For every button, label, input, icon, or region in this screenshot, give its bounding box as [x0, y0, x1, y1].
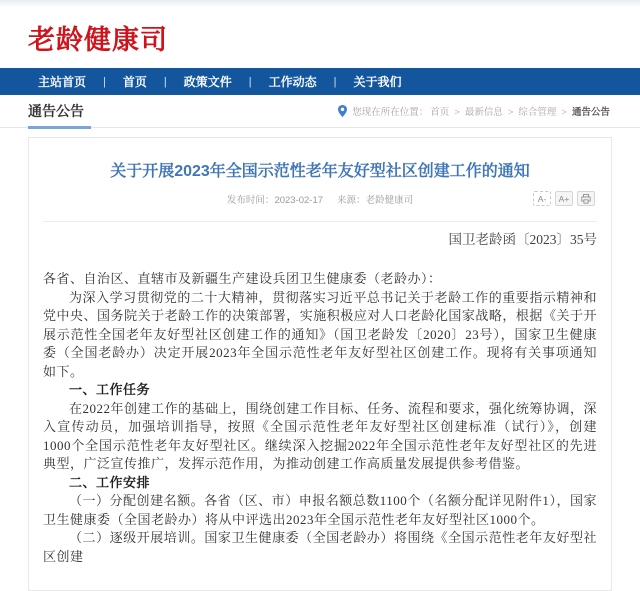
article-paragraph: 在2022年创建工作的基础上，围绕创建工作目标、任务、流程和要求，强化统筹协调，深入宣传动员，加强培训指导，按照《全国示范性老年友好型社区创建标准（试行）》，创建1000个全国示范性老年友好型社区。继续深入挖掘2022年全国示范性老年友好型社区的先进典型，广泛宣传推广，发挥示范作用，为推动创建工作高质量发展提供参考借鉴。: [43, 400, 597, 471]
nav-separator: |: [248, 75, 252, 88]
article-card: [28, 137, 612, 591]
nav-separator: |: [333, 75, 337, 88]
section-title: 通告公告: [28, 95, 84, 128]
meta-divider: [43, 221, 597, 222]
nav-item-3[interactable]: 政策文件: [183, 75, 232, 89]
font-larger-button[interactable]: A+: [555, 191, 573, 206]
location-pin-icon: [338, 105, 347, 117]
nav-item-5[interactable]: 关于我们: [353, 75, 402, 89]
article-heading: 二、工作安排: [69, 474, 151, 490]
breadcrumb-bar: [0, 95, 640, 128]
nav-item-4[interactable]: 工作动态: [268, 75, 317, 89]
content-area: [0, 137, 640, 591]
breadcrumb-item-1[interactable]: 首页: [430, 107, 450, 118]
site-header: [0, 7, 640, 68]
article-tools: [533, 191, 595, 206]
nav-separator: |: [103, 75, 106, 88]
breadcrumb-item-3[interactable]: 综合管理: [518, 107, 557, 118]
article-paragraph: （二）逐级开展培训。国家卫生健康委（全国老龄办）将围绕《全国示范性老年友好型社区创建: [43, 530, 597, 564]
breadcrumb-item-4[interactable]: 通告公告: [571, 107, 610, 118]
main-nav: [0, 68, 640, 95]
breadcrumb: [338, 104, 612, 118]
article-meta: [43, 193, 597, 211]
publish-date: 2023-02-17: [274, 195, 324, 206]
source-label: 来源：: [337, 195, 366, 206]
printer-icon: [581, 194, 591, 204]
document-number: 国卫老龄函〔2023〕35号: [448, 232, 597, 247]
breadcrumb-separator: >: [561, 107, 567, 118]
breadcrumb-path: [428, 104, 612, 118]
page-top-strip: [0, 0, 640, 7]
nav-item-2[interactable]: 首页: [122, 75, 147, 89]
article-body: [43, 270, 597, 566]
breadcrumb-separator: >: [454, 107, 460, 118]
site-logo[interactable]: 老龄健康司: [28, 25, 168, 55]
article-paragraph: （一）分配创建名额。各省（区、市）申报名额总数1100个（名额分配详见附件1），国家卫生健康委（全国老龄办）将从中评选出2023年全国示范性老年友好型社区1000个。: [43, 493, 597, 527]
article-paragraph: 各省、自治区、直辖市及新疆生产建设兵团卫生健康委（老龄办）：: [43, 271, 442, 286]
nav-item-1[interactable]: 主站首页: [38, 75, 87, 89]
article-heading: 一、工作任务: [69, 382, 151, 397]
nav-separator: |: [163, 75, 167, 88]
font-smaller-button[interactable]: A-: [533, 191, 551, 206]
source-value: 老龄健康司: [365, 195, 414, 206]
breadcrumb-item-2[interactable]: 最新信息: [464, 107, 503, 118]
breadcrumb-separator: >: [507, 107, 514, 118]
publish-label: 发布时间：: [226, 195, 275, 206]
breadcrumb-location-label: 您现在所在位置：: [352, 107, 429, 118]
print-button[interactable]: [577, 191, 595, 206]
article-paragraph: 为深入学习贯彻党的二十大精神，贯彻落实习近平总书记关于老龄工作的重要指示精神和党中央、国务院关于老龄工作的决策部署，实施积极应对人口老龄化国家战略，根据《关于开展示范性全国老年友好型社区创建工作的通知》（国卫老龄发〔2020〕23号），国家卫生健康委（全国老龄办）决定开展2023年全国示范性老年友好型社区创建工作。现将有关事项通知如下。: [43, 289, 597, 379]
article-title: 关于开展2023年全国示范性老年友好型社区创建工作的通知: [110, 163, 530, 180]
nav-items: [38, 73, 402, 90]
